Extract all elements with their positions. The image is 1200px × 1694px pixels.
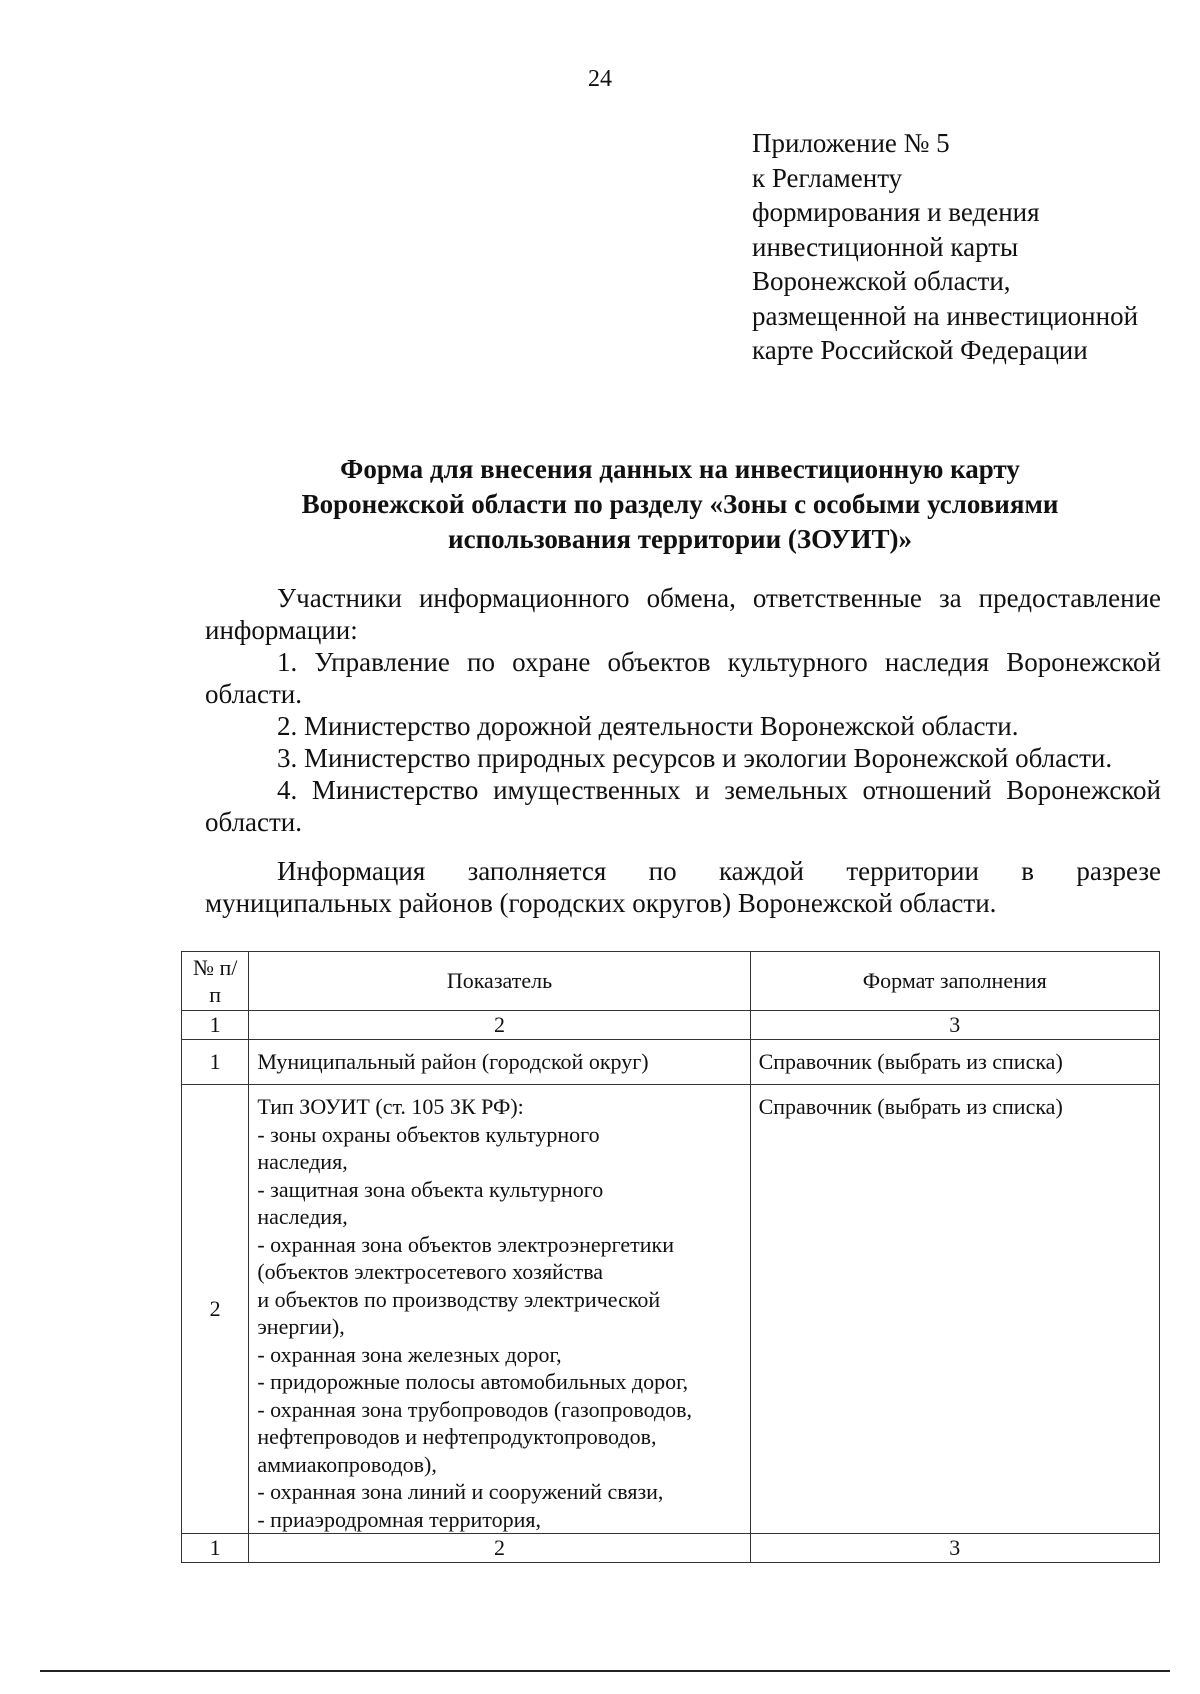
indicator-line: энергии), bbox=[257, 1314, 345, 1339]
indicator-line: нефтепроводов и нефтепродуктопроводов, bbox=[257, 1424, 657, 1449]
row-num: 1 bbox=[182, 1040, 249, 1085]
column-number-row bbox=[182, 1011, 1160, 1040]
table-row bbox=[182, 1040, 1160, 1085]
header-indicator: Показатель bbox=[249, 952, 750, 1011]
participant-item: 1. Управление по охране объектов культурного наследия Воронежской области. bbox=[205, 647, 1161, 709]
row-num: 2 bbox=[182, 1085, 249, 1534]
table-row bbox=[182, 1085, 1160, 1534]
participant-item: 3. Министерство природных ресурсов и экологии Воронежской области. bbox=[277, 743, 1113, 773]
indicator-line: и объектов по производству электрической bbox=[257, 1286, 661, 1312]
indicator-line: наследия, bbox=[257, 1149, 348, 1174]
body-text bbox=[205, 582, 1161, 919]
appendix-line: карте Российской Федерации bbox=[752, 335, 1088, 365]
indicator-line: - охранная зона трубопроводов (газопроводов, bbox=[257, 1396, 693, 1422]
column-number: 1 bbox=[182, 1534, 249, 1563]
participant-item: 2. Министерство дорожной деятельности Воронежской области. bbox=[277, 711, 1019, 741]
footer-rule bbox=[40, 1670, 1170, 1672]
appendix-line: размещенной на инвестиционной bbox=[752, 300, 1139, 331]
indicator-line: - защитная зона объекта культурного bbox=[257, 1176, 604, 1202]
form-table bbox=[181, 951, 1160, 1563]
indicator-line: - придорожные полосы автомобильных дорог, bbox=[257, 1369, 689, 1394]
indicator-line: - охранная зона линий и сооружений связи, bbox=[257, 1479, 664, 1504]
intro-paragraph: Участники информационного обмена, ответственные за предоставление информации: bbox=[205, 583, 1161, 645]
appendix-line: к Регламенту bbox=[752, 162, 903, 193]
header-format: Формат заполнения bbox=[750, 952, 1159, 1011]
column-number-row bbox=[182, 1534, 1160, 1563]
column-number: 2 bbox=[249, 1011, 750, 1040]
indicator-line: - зоны охраны объектов культурного bbox=[257, 1121, 600, 1147]
row-indicator bbox=[249, 1085, 750, 1534]
indicator-line: - охранная зона железных дорог, bbox=[257, 1341, 562, 1367]
column-number: 1 bbox=[182, 1011, 249, 1040]
appendix-line: формирования и ведения bbox=[752, 197, 1040, 227]
row-format: Справочник (выбрать из списка) bbox=[750, 1085, 1159, 1534]
column-number: 3 bbox=[750, 1011, 1159, 1040]
page-number: 24 bbox=[588, 66, 612, 92]
indicator-line: Тип ЗОУИТ (ст. 105 ЗК РФ): bbox=[257, 1094, 524, 1119]
info-paragraph-line-2: муниципальных районов (городских округов) Воронежской области. bbox=[205, 888, 997, 918]
document-title bbox=[200, 452, 1160, 557]
indicator-line: (объектов электросетевого хозяйства bbox=[257, 1259, 604, 1284]
appendix-line: Приложение № 5 bbox=[752, 128, 950, 158]
row-format: Справочник (выбрать из списка) bbox=[750, 1040, 1159, 1085]
column-number: 2 bbox=[249, 1534, 750, 1563]
indicator-line: наследия, bbox=[257, 1204, 348, 1229]
participant-item: 4. Министерство имущественных и земельных отношений Воронежской области. bbox=[205, 775, 1161, 837]
appendix-line: инвестиционной карты bbox=[752, 231, 1019, 262]
appendix-block bbox=[752, 126, 1172, 368]
column-number: 3 bbox=[750, 1534, 1159, 1563]
title-line: Форма для внесения данных на инвестиционную карту bbox=[340, 454, 1020, 484]
appendix-line: Воронежской области, bbox=[752, 266, 1011, 296]
indicator-line: аммиакопроводов), bbox=[257, 1451, 437, 1477]
title-line: Воронежской области по разделу «Зоны с особыми условиями bbox=[301, 489, 1059, 519]
header-num: № п/п bbox=[182, 952, 249, 1011]
info-paragraph-line-1: Информация заполняется по каждой территории в разрезе bbox=[277, 856, 1161, 886]
indicator-line: - охранная зона объектов электроэнергетики bbox=[257, 1231, 674, 1257]
indicator-line: - приаэродромная территория, bbox=[257, 1506, 542, 1532]
table-header-row bbox=[182, 952, 1160, 1011]
row-indicator: Муниципальный район (городской округ) bbox=[249, 1040, 750, 1085]
title-line: использования территории (ЗОУИТ)» bbox=[448, 524, 912, 554]
